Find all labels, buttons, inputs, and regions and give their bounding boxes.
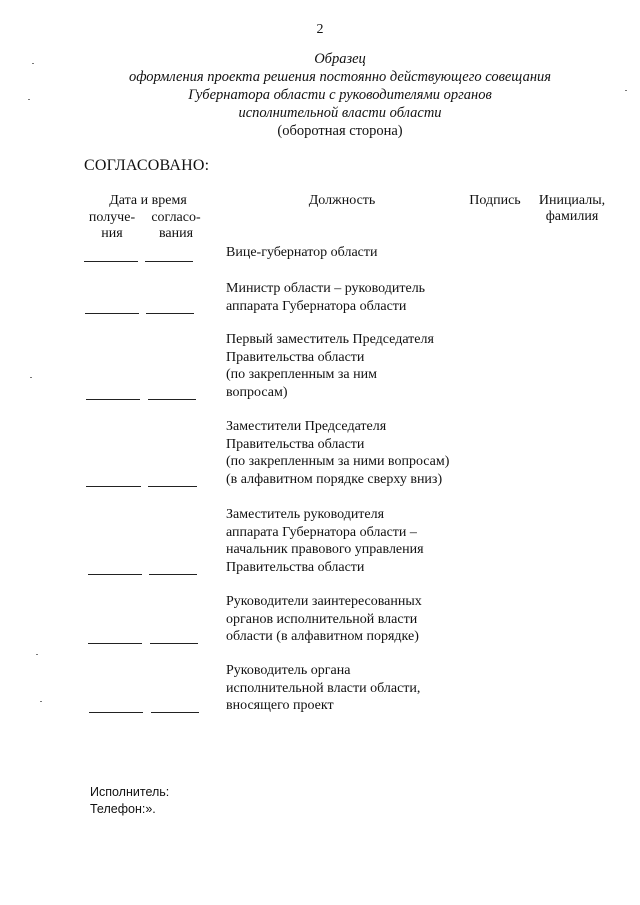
position-line: исполнительной власти области, [226,680,421,696]
approved-date-line [148,399,196,400]
received-date-line [88,574,142,575]
received-date-line [84,261,138,262]
approval-row-position [226,244,476,262]
position-line: Руководитель органа [226,663,351,678]
approval-row-position [226,662,476,715]
column-signature: Подпись [469,193,521,208]
heading-line: оформления проекта решения постоянно действующего совещания [128,69,552,85]
column-initials [530,193,614,225]
approval-row-position [226,280,476,315]
position-line: области (в алфавитном порядке) [226,629,419,644]
position-line: Первый заместитель Председателя [226,332,434,347]
position-line: начальник правового управления [226,542,424,557]
scan-speck [28,99,30,100]
position-line: Правительства области [226,436,365,452]
executor-label: Исполнитель: [90,785,170,799]
column-approved-line: согласо- [151,210,201,225]
position-line: Вице-губернатор области [226,245,378,260]
scan-speck [40,701,42,702]
position-line: вносящего проект [226,698,334,713]
scan-speck [30,377,32,378]
agreed-label: СОГЛАСОВАНО: [84,157,210,174]
approved-date-line [146,313,194,314]
heading-line: исполнительной власти области [238,105,442,121]
position-line: аппарата Губернатора области [226,298,407,314]
approval-row-position [226,506,476,576]
approval-row-position [226,593,476,646]
document-heading [60,50,620,140]
page-number: 2 [316,22,324,37]
phone-label: Телефон:». [90,802,156,816]
column-received [84,210,140,242]
column-approved-line: вания [158,226,194,241]
position-line: Заместитель руководителя [226,507,385,522]
column-date-time: Дата и время [109,193,187,208]
position-line: Министр области – руководитель [226,281,426,296]
approval-row-position [226,331,476,401]
received-date-line [86,399,140,400]
position-line: Правительства области [226,349,365,365]
received-date-line [89,712,143,713]
position-line: (по закрепленным за ними вопросам) [226,454,450,469]
column-initials-line: Инициалы, [538,193,606,208]
column-received-line: получе- [88,210,136,225]
position-line: Руководители заинтересованных [226,594,422,609]
position-line: аппарата Губернатора области – [226,524,417,540]
approved-date-line [148,486,197,487]
heading-line: Губернатора области с руководителями органов [188,87,492,103]
approved-date-line [145,261,193,262]
column-initials-line: фамилия [545,209,599,224]
scan-speck [32,63,34,64]
received-date-line [85,313,139,314]
approved-date-line [149,574,197,575]
column-position: Должность [308,193,376,208]
position-line: (по закрепленным за ним [226,367,377,382]
position-line: Правительства области [226,559,365,575]
scan-speck [36,654,38,655]
position-line: вопросам) [226,384,288,400]
approved-date-line [150,643,198,644]
position-line: Заместители Председателя [226,419,387,434]
scan-speck [625,90,627,91]
received-date-line [88,643,142,644]
position-line: (в алфавитном порядке сверху вниз) [226,471,443,487]
approved-date-line [151,712,199,713]
column-received-line: ния [101,226,123,241]
position-line: органов исполнительной власти [226,611,418,627]
column-approved [144,210,208,242]
approval-row-position [226,418,476,488]
heading-side-note: (оборотная сторона) [277,123,403,139]
heading-title: Образец [314,51,366,67]
received-date-line [86,486,141,487]
